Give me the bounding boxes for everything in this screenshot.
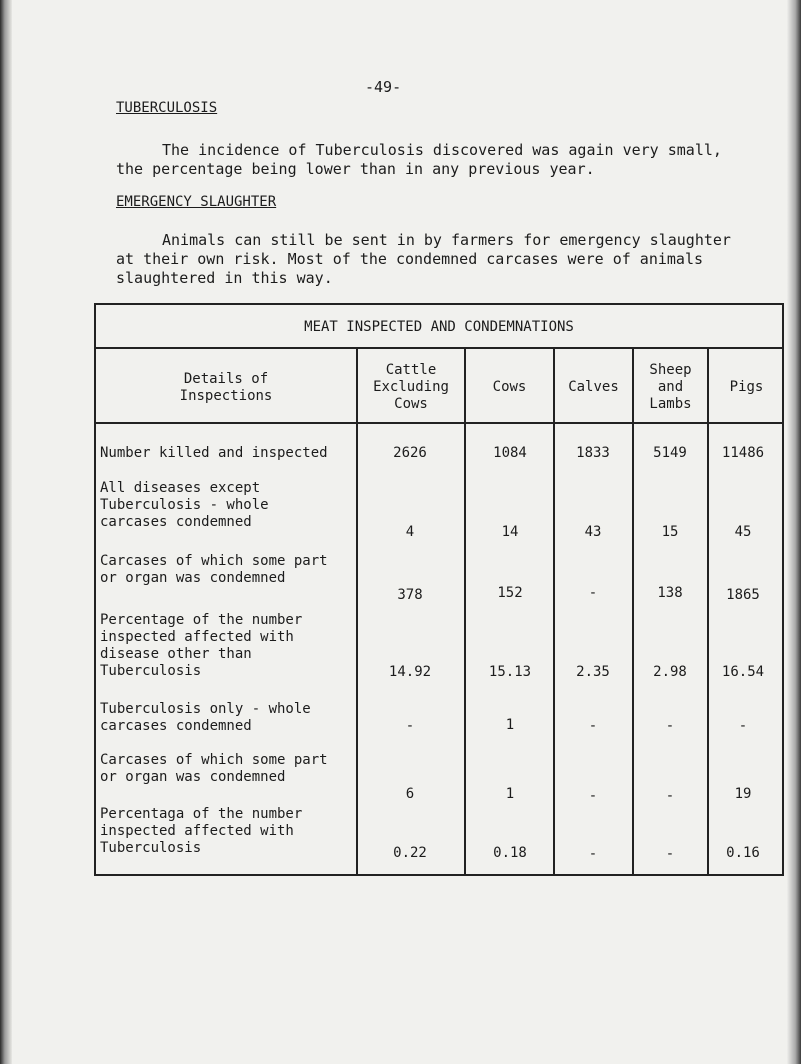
page-number: -49- <box>365 78 402 96</box>
paragraph-line: The incidence of Tuberculosis discovered was again very small, <box>162 141 722 159</box>
paragraph-line: slaughtered in this way. <box>116 269 333 287</box>
table-row-label: Carcases of which some part or organ was condemned <box>100 752 328 785</box>
paragraph-line: at their own risk. Most of the condemned carcases were of animals <box>116 250 703 268</box>
table-cell: 0.18 <box>493 845 527 861</box>
table-cell: - <box>665 718 675 734</box>
table-cell: - <box>738 718 748 734</box>
scan-edge-right <box>787 0 801 1064</box>
table-cell: 14 <box>501 524 519 540</box>
table-row-label: Number killed and inspected <box>100 445 328 461</box>
table-cell: 15 <box>661 524 679 540</box>
table-row-label: Percentage of the number inspected affected with disease other than Tuberculosis <box>100 612 303 679</box>
table-cell: 15.13 <box>488 664 532 680</box>
table-rule-header <box>94 422 784 424</box>
table-cell: - <box>665 788 675 804</box>
table-cell: - <box>588 585 598 601</box>
column-header: Calves <box>568 379 619 395</box>
column-header: Cows <box>492 379 527 395</box>
table-cell: 1865 <box>726 587 760 603</box>
table-cell: 2.35 <box>576 664 610 680</box>
table-cell: 6 <box>405 786 415 802</box>
column-header: Sheep and Lambs <box>649 362 692 412</box>
table-cell: 378 <box>397 587 423 603</box>
table-row-label: All diseases except Tuberculosis - whole carcases condemned <box>100 480 269 530</box>
table-cell: 16.54 <box>721 664 765 680</box>
table-cell: - <box>588 788 598 804</box>
table-cell: - <box>665 846 675 862</box>
table-cell: 2.98 <box>653 664 687 680</box>
paragraph-line: the percentage being lower than in any previous year. <box>116 160 595 178</box>
table-cell: 43 <box>584 524 602 540</box>
table-row-label: Tuberculosis only - whole carcases condemned <box>100 701 311 734</box>
section-heading-tuberculosis: TUBERCULOSIS <box>116 100 218 116</box>
table-cell: 45 <box>734 524 752 540</box>
table-cell: 2626 <box>393 445 427 461</box>
table-cell: 138 <box>657 585 683 601</box>
column-header: Cattle Excluding Cows <box>373 362 449 412</box>
table-cell: - <box>405 718 415 734</box>
table-cell: 0.22 <box>393 845 427 861</box>
table-rule-title <box>94 347 784 349</box>
table-cell: 1084 <box>493 445 527 461</box>
table-cell: 1 <box>505 717 515 733</box>
table-cell: 4 <box>405 524 415 540</box>
paragraph-line: Animals can still be sent in by farmers for emergency slaughter <box>162 231 731 249</box>
table-row-label: Percentaga of the number inspected affected with Tuberculosis <box>100 806 303 856</box>
table-cell: - <box>588 846 598 862</box>
table-cell: 1 <box>505 786 515 802</box>
table-cell: 19 <box>734 786 752 802</box>
table-cell: 11486 <box>721 445 765 461</box>
table-title: MEAT INSPECTED AND CONDEMNATIONS <box>304 319 574 335</box>
emergency-slaughter-paragraph <box>116 231 756 288</box>
section-heading-emergency-slaughter: EMERGENCY SLAUGHTER <box>116 194 277 210</box>
table-cell: - <box>588 718 598 734</box>
table-cell: 1833 <box>576 445 610 461</box>
tuberculosis-paragraph <box>116 141 756 179</box>
table-row-label: Carcases of which some part or organ was condemned <box>100 553 328 586</box>
table-cell: 14.92 <box>388 664 432 680</box>
table-cell: 152 <box>497 585 523 601</box>
table-cell: 0.16 <box>726 845 760 861</box>
column-header: Details of Inspections <box>179 371 273 404</box>
table-cell: 5149 <box>653 445 687 461</box>
table-col-divider <box>464 349 466 876</box>
table-col-divider <box>356 349 358 876</box>
column-header: Pigs <box>729 379 764 395</box>
scan-edge-left <box>0 0 12 1064</box>
